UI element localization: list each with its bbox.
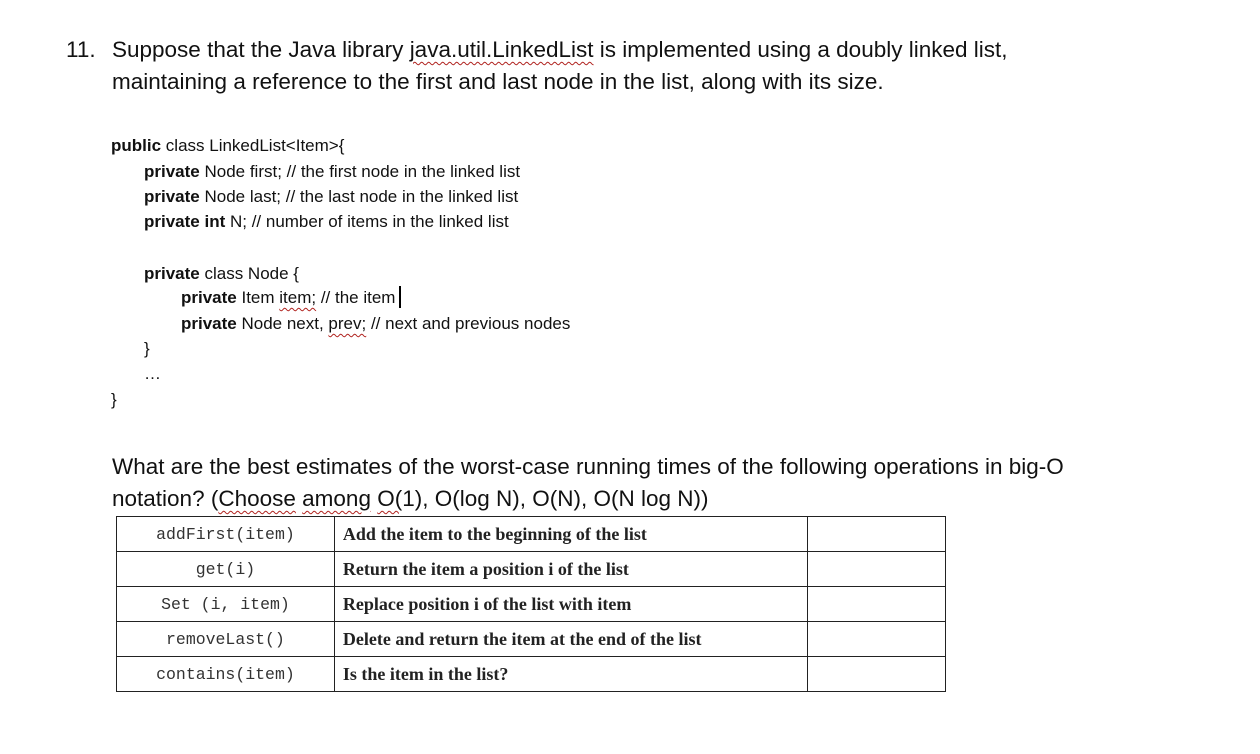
question-line-1	[66, 36, 1008, 64]
operation-cell: removeLast()	[117, 622, 335, 657]
description-cell: Return the item a position i of the list	[334, 552, 807, 587]
code-field-first	[144, 160, 520, 184]
keyword: private int	[144, 212, 226, 231]
table-row	[117, 622, 946, 657]
answer-cell[interactable]	[808, 517, 946, 552]
code-class-close: }	[111, 390, 117, 409]
description-cell: Delete and return the item at the end of the list	[334, 622, 807, 657]
code-text: Node last; // the last node in the linked list	[199, 187, 519, 206]
operation-cell: get(i)	[117, 552, 335, 587]
answer-cell[interactable]	[808, 657, 946, 692]
code-var: prev;	[328, 314, 367, 333]
prompt-text: notation? (	[112, 486, 219, 511]
keyword: private	[144, 264, 200, 283]
prompt-text: 1), O(log N), O(N), O(N log N))	[402, 486, 709, 511]
keyword: private	[181, 314, 237, 333]
table-row	[117, 517, 946, 552]
prompt-word: O(	[377, 486, 403, 511]
operation-cell: contains(item)	[117, 657, 335, 692]
code-node-decl	[144, 262, 299, 286]
question-line-2	[112, 68, 884, 96]
code-node-links	[181, 312, 570, 336]
code-node-close: }	[144, 339, 150, 358]
code-ellipsis: …	[144, 364, 161, 383]
code-var: item;	[279, 288, 317, 307]
code-field-last	[144, 185, 518, 209]
question-text-post: is implemented using a doubly linked list,	[593, 37, 1008, 62]
code-text: class LinkedList<Item>{	[161, 136, 345, 155]
prompt-word: among	[302, 486, 371, 511]
prompt-word: Choose	[218, 486, 296, 511]
table-row	[117, 552, 946, 587]
question-number: 11.	[66, 37, 96, 62]
operation-cell: Set (i, item)	[117, 587, 335, 622]
answer-cell[interactable]	[808, 552, 946, 587]
keyword: private	[144, 187, 200, 206]
description-cell: Replace position i of the list with item	[334, 587, 807, 622]
library-name: java.util.LinkedList	[409, 37, 594, 62]
code-text: // next and previous nodes	[366, 314, 571, 333]
description-cell: Is the item in the list?	[334, 657, 807, 692]
code-class-decl	[111, 134, 344, 158]
code-node-item	[181, 286, 401, 310]
code-text: // the item	[316, 288, 396, 307]
code-text: Node first; // the first node in the linked list	[199, 162, 521, 181]
code-text: N; // number of items in the linked list	[225, 212, 509, 231]
description-cell: Add the item to the beginning of the list	[334, 517, 807, 552]
table-row	[117, 657, 946, 692]
question-text-pre: Suppose that the Java library	[112, 37, 410, 62]
code-field-n	[144, 210, 509, 234]
prompt-line-1: What are the best estimates of the worst-case running times of the following operations in big-O	[112, 454, 1064, 479]
keyword: public	[111, 136, 162, 155]
text-cursor	[399, 286, 401, 308]
operation-cell: addFirst(item)	[117, 517, 335, 552]
answer-cell[interactable]	[808, 622, 946, 657]
keyword: private	[144, 162, 200, 181]
prompt-line-2	[112, 484, 709, 514]
code-text: Node next,	[236, 314, 329, 333]
table-row	[117, 587, 946, 622]
question-text-line2: maintaining a reference to the first and last node in the list, along with its size.	[112, 69, 884, 94]
code-text: class Node {	[199, 264, 299, 283]
keyword: private	[181, 288, 237, 307]
answer-cell[interactable]	[808, 587, 946, 622]
operations-table	[116, 516, 946, 692]
code-text: Item	[236, 288, 280, 307]
